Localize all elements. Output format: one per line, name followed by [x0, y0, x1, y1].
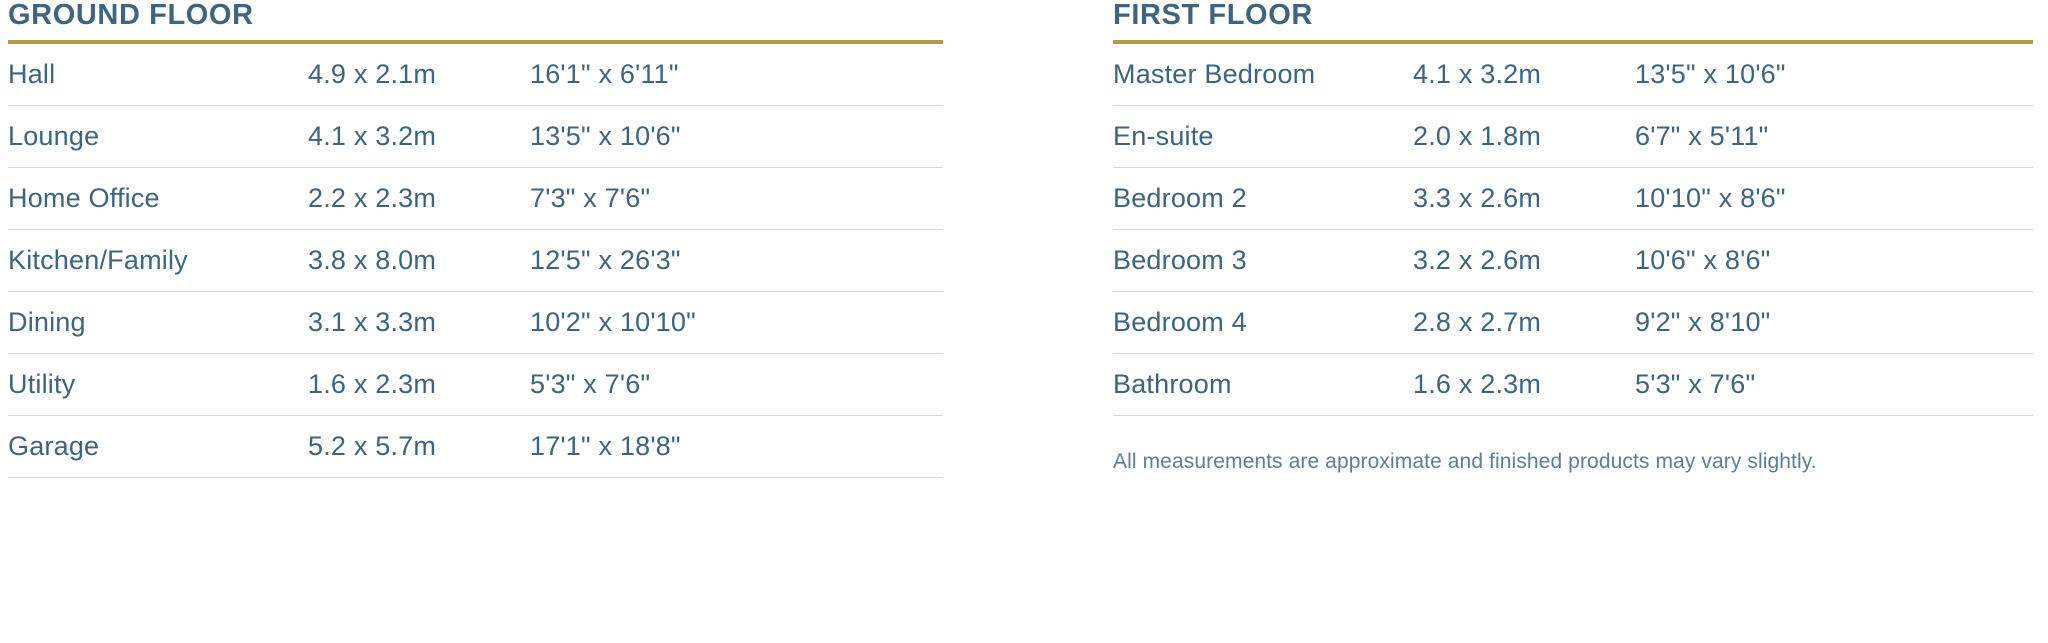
room-metric-size: 1.6 x 2.3m: [308, 369, 437, 400]
ground-floor-section: [8, 0, 943, 643]
room-metric-size: 4.9 x 2.1m: [308, 59, 437, 90]
room-imperial-size: 9'2" x 8'10": [1635, 307, 1771, 338]
room-metric-size: 2.8 x 2.7m: [1413, 307, 1542, 338]
room-imperial-size: 13'5" x 10'6": [530, 121, 681, 152]
room-imperial-size: 10'2" x 10'10": [530, 307, 696, 338]
room-name: Kitchen/Family: [8, 245, 188, 276]
table-row: [8, 416, 943, 478]
room-name: Hall: [8, 59, 56, 90]
room-name: Garage: [8, 431, 100, 462]
table-row: [8, 354, 943, 416]
right-column-spacer: [1113, 474, 2033, 643]
room-metric-size: 2.2 x 2.3m: [308, 183, 437, 214]
first-floor-room-list: [1113, 44, 2033, 416]
room-name: Utility: [8, 369, 76, 400]
table-row: [8, 292, 943, 354]
room-imperial-size: 5'3" x 7'6": [1635, 369, 1756, 400]
table-row: [8, 106, 943, 168]
table-row: [1113, 168, 2033, 230]
room-name: Dining: [8, 307, 86, 338]
first-floor-title: FIRST FLOOR: [1113, 0, 1313, 31]
room-name: Bathroom: [1113, 369, 1232, 400]
room-name: Master Bedroom: [1113, 59, 1316, 90]
ground-floor-title: GROUND FLOOR: [8, 0, 254, 31]
room-imperial-size: 7'3" x 7'6": [530, 183, 651, 214]
room-metric-size: 1.6 x 2.3m: [1413, 369, 1542, 400]
room-metric-size: 2.0 x 1.8m: [1413, 121, 1542, 152]
room-imperial-size: 13'5" x 10'6": [1635, 59, 1786, 90]
room-metric-size: 3.8 x 8.0m: [308, 245, 437, 276]
room-name: Home Office: [8, 183, 160, 214]
left-column-spacer: [8, 478, 943, 643]
room-imperial-size: 10'6" x 8'6": [1635, 245, 1771, 276]
room-metric-size: 4.1 x 3.2m: [1413, 59, 1542, 90]
table-row: [1113, 44, 2033, 106]
table-row: [8, 168, 943, 230]
room-name: Bedroom 2: [1113, 183, 1247, 214]
room-metric-size: 4.1 x 3.2m: [308, 121, 437, 152]
room-metric-size: 5.2 x 5.7m: [308, 431, 437, 462]
table-row: [1113, 354, 2033, 416]
room-imperial-size: 16'1" x 6'11": [530, 59, 679, 90]
ground-floor-room-list: [8, 44, 943, 478]
first-floor-section: [1113, 0, 2033, 643]
room-metric-size: 3.1 x 3.3m: [308, 307, 437, 338]
table-row: [1113, 292, 2033, 354]
room-name: Bedroom 4: [1113, 307, 1247, 338]
table-row: [1113, 106, 2033, 168]
room-name: Bedroom 3: [1113, 245, 1247, 276]
room-imperial-size: 17'1" x 18'8": [530, 431, 681, 462]
room-imperial-size: 10'10" x 8'6": [1635, 183, 1786, 214]
measurements-disclaimer: All measurements are approximate and finished products may vary slightly.: [1113, 450, 1817, 474]
column-gap: [943, 0, 1113, 643]
table-row: [1113, 230, 2033, 292]
room-imperial-size: 6'7" x 5'11": [1635, 121, 1769, 152]
table-row: [8, 44, 943, 106]
room-name: Lounge: [8, 121, 100, 152]
room-metric-size: 3.2 x 2.6m: [1413, 245, 1542, 276]
room-name: En-suite: [1113, 121, 1214, 152]
table-row: [8, 230, 943, 292]
room-metric-size: 3.3 x 2.6m: [1413, 183, 1542, 214]
room-imperial-size: 12'5" x 26'3": [530, 245, 681, 276]
room-imperial-size: 5'3" x 7'6": [530, 369, 651, 400]
